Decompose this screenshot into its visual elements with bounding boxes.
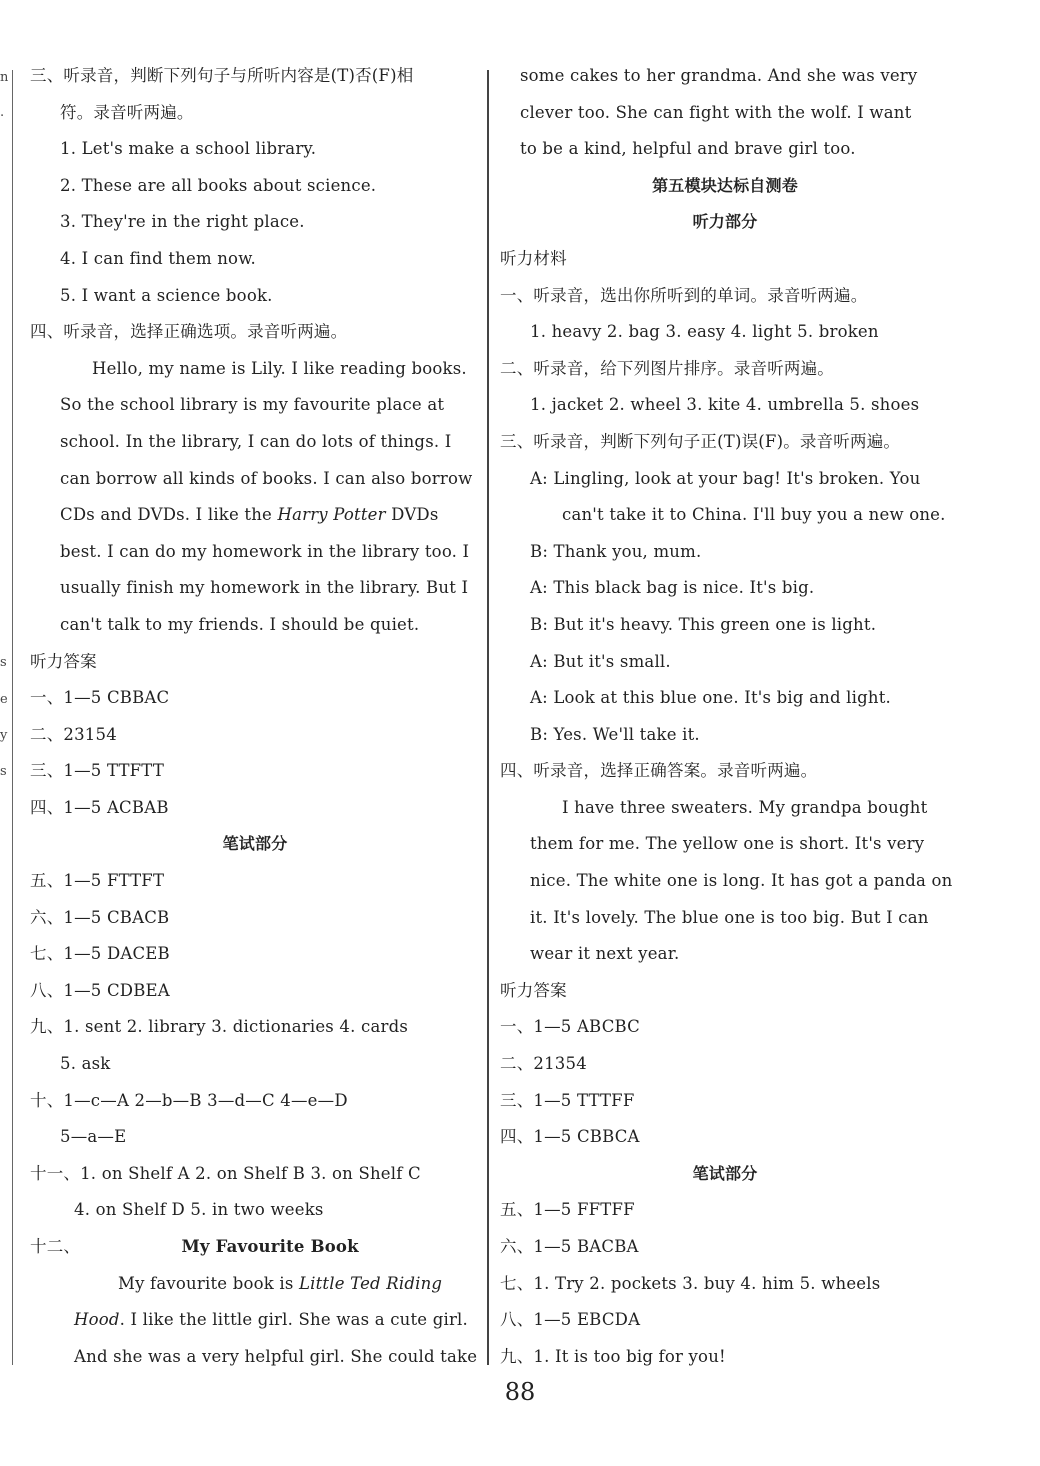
- edge-mark: n: [0, 70, 9, 85]
- edge-mark: .: [0, 105, 5, 120]
- left-line: Hood. I like the little girl. She was a cute girl.: [74, 1310, 468, 1330]
- left-line: [30, 1229, 480, 1266]
- left-line: 一、1—5 CBBAC: [30, 688, 170, 708]
- right-line: 三、听录音，判断下列句子正(T)误(F)。录音听两遍。: [500, 431, 901, 451]
- left-line: can't talk to my friends. I should be quiet.: [60, 614, 420, 634]
- right-line: it. It's lovely. The blue one is too big. But I can: [530, 907, 929, 927]
- essay-title: My Favourite Book: [181, 1237, 359, 1256]
- right-line: 四、听录音，选择正确答案。录音听两遍。: [500, 761, 818, 781]
- right-line: to be a kind, helpful and brave girl too.: [520, 139, 856, 159]
- right-section-heading: 听力部分: [692, 212, 758, 232]
- left-line: 5—a—E: [60, 1127, 127, 1147]
- left-column: [30, 58, 480, 1375]
- left-line: usually finish my homework in the library. But I: [60, 578, 469, 598]
- left-line: CDs and DVDs. I like the Harry Potter DVDs: [60, 505, 439, 525]
- left-line: 九、1. sent 2. library 3. dictionaries 4. cards: [30, 1017, 409, 1037]
- right-column: [500, 58, 953, 1375]
- left-line: So the school library is my favourite place at: [60, 395, 445, 415]
- left-line: 4. on Shelf D 5. in two weeks: [74, 1200, 324, 1220]
- left-line: 符。录音听两遍。: [60, 102, 194, 122]
- right-line: clever too. She can fight with the wolf. I want: [520, 102, 912, 122]
- right-line: 五、1—5 FFTFF: [500, 1200, 635, 1220]
- right-line: some cakes to her grandma. And she was very: [520, 66, 918, 85]
- left-line: 2. These are all books about science.: [60, 175, 377, 195]
- left-line: 二、23154: [30, 724, 117, 744]
- right-line: A: This black bag is nice. It's big.: [530, 578, 815, 598]
- right-line: B: Yes. We'll take it.: [530, 724, 700, 744]
- right-line: them for me. The yellow one is short. It's very: [530, 834, 925, 854]
- right-line: 一、1—5 ABCBC: [500, 1017, 640, 1037]
- left-line: And she was a very helpful girl. She could take: [74, 1346, 478, 1366]
- left-line: 五、1—5 FTTFT: [30, 871, 165, 891]
- left-line: 七、1—5 DACEB: [30, 944, 170, 964]
- right-line: B: Thank you, mum.: [530, 541, 702, 561]
- question-number: 十二、: [30, 1237, 81, 1256]
- right-line: 八、1—5 EBCDA: [500, 1310, 641, 1330]
- left-section-heading: 笔试部分: [222, 834, 288, 854]
- left-line: Hello, my name is Lily. I like reading books.: [92, 358, 467, 378]
- right-line: 四、1—5 CBBCA: [500, 1127, 640, 1147]
- right-line: 九、1. It is too big for you!: [500, 1346, 726, 1366]
- left-line: school. In the library, I can do lots of things. I: [60, 431, 452, 451]
- left-line: 3. They're in the right place.: [60, 212, 305, 232]
- left-line: 八、1—5 CDBEA: [30, 980, 170, 1000]
- right-line: 听力答案: [500, 980, 567, 1000]
- right-line: 1. heavy 2. bag 3. easy 4. light 5. broken: [530, 322, 879, 342]
- right-line: I have three sweaters. My grandpa bought: [562, 797, 928, 817]
- left-line: 三、1—5 TTFTT: [30, 761, 165, 781]
- edge-mark: e: [0, 692, 8, 707]
- page-number: 88: [504, 1378, 536, 1406]
- left-line: 四、听录音，选择正确选项。录音听两遍。: [30, 322, 348, 342]
- right-line: A: But it's small.: [530, 651, 671, 671]
- right-line: 1. jacket 2. wheel 3. kite 4. umbrella 5. shoes: [530, 395, 920, 415]
- edge-mark: y: [0, 728, 8, 743]
- left-line: 四、1—5 ACBAB: [30, 797, 169, 817]
- right-line: wear it next year.: [530, 944, 680, 964]
- right-line: B: But it's heavy. This green one is light.: [530, 614, 877, 634]
- right-line: can't take it to China. I'll buy you a new one.: [562, 505, 946, 525]
- right-line: 听力材料: [500, 248, 567, 268]
- right-line: 二、21354: [500, 1054, 587, 1074]
- left-line: 三、听录音，判断下列句子与所听内容是(T)否(F)相: [30, 66, 414, 85]
- edge-mark: s: [0, 764, 7, 779]
- left-line: best. I can do my homework in the library too. I: [60, 541, 470, 561]
- left-line: 5. ask: [60, 1054, 111, 1074]
- right-line: A: Lingling, look at your bag! It's broken. You: [530, 468, 921, 488]
- left-line: 十一、1. on Shelf A 2. on Shelf B 3. on Shelf C: [30, 1163, 421, 1183]
- binding-edge-line: [12, 70, 13, 1365]
- right-section-heading: 笔试部分: [692, 1163, 758, 1183]
- left-line: 5. I want a science book.: [60, 285, 273, 305]
- edge-mark: s: [0, 655, 7, 670]
- left-line: 听力答案: [30, 651, 97, 671]
- right-line: nice. The white one is long. It has got a panda on: [530, 871, 953, 891]
- column-divider: [487, 70, 489, 1365]
- right-line: 六、1—5 BACBA: [500, 1237, 639, 1256]
- left-line: can borrow all kinds of books. I can also borrow: [60, 468, 473, 488]
- right-line: 二、听录音，给下列图片排序。录音听两遍。: [500, 358, 834, 378]
- left-line: 六、1—5 CBACB: [30, 907, 170, 927]
- left-line: My favourite book is Little Ted Riding: [118, 1273, 443, 1293]
- right-section-heading: 第五模块达标自测卷: [652, 175, 798, 195]
- left-line: 1. Let's make a school library.: [60, 139, 317, 159]
- right-line: 七、1. Try 2. pockets 3. buy 4. him 5. wheels: [500, 1273, 881, 1293]
- right-line: 三、1—5 TTTFF: [500, 1090, 635, 1110]
- right-line: A: Look at this blue one. It's big and light.: [530, 688, 891, 708]
- right-line: 一、听录音，选出你所听到的单词。录音听两遍。: [500, 285, 868, 305]
- left-line: 十、1—c—A 2—b—B 3—d—C 4—e—D: [30, 1090, 348, 1110]
- left-line: 4. I can find them now.: [60, 248, 257, 268]
